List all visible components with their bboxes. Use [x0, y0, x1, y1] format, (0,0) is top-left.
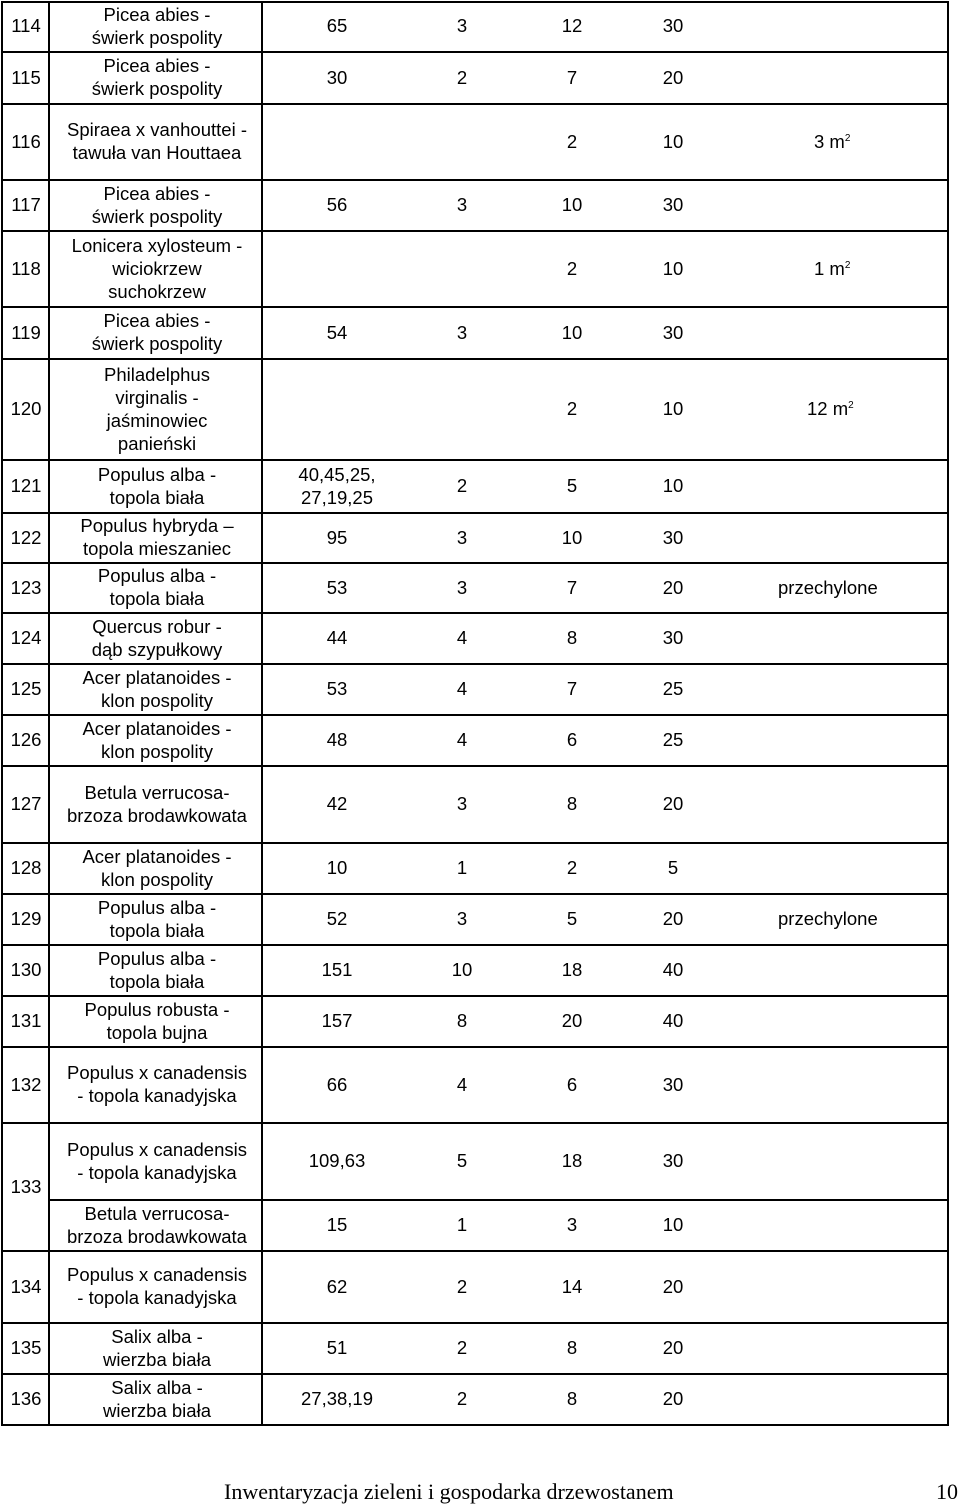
species-name-line: Betula verrucosa- — [84, 781, 230, 803]
value-d: 20 — [662, 1337, 684, 1358]
value-circumference: 40,45,25, — [298, 463, 376, 485]
value-d: 30 — [662, 194, 684, 215]
value-b: 2 — [456, 475, 468, 496]
value-c: 6 — [566, 1073, 578, 1095]
value-circumference: 65 — [326, 15, 348, 36]
table-row-border — [48, 1199, 949, 1201]
area-value — [814, 257, 850, 280]
table-column-border — [261, 1, 263, 1425]
species-name-line: Populus x canadensis — [67, 1138, 247, 1160]
row-number: 116 — [11, 130, 41, 152]
area-unit-exponent: 2 — [844, 259, 851, 271]
species-name-line: brzoza brodawkowata — [67, 804, 247, 826]
value-d: 20 — [662, 1388, 684, 1409]
row-number: 120 — [10, 398, 42, 419]
value-c: 18 — [561, 1150, 583, 1171]
value-b: 5 — [456, 1150, 468, 1171]
row-number: 118 — [11, 257, 41, 279]
table-row-border — [1, 1424, 949, 1426]
table-row-border — [1, 944, 949, 946]
table-row-border — [1, 1322, 949, 1324]
value-circumference: 109,63 — [308, 1150, 366, 1171]
value-c: 8 — [566, 793, 578, 814]
value-circumference: 27,38,19 — [300, 1388, 374, 1409]
table-row-border — [1, 995, 949, 997]
value-c: 8 — [566, 1337, 578, 1358]
value-b: 3 — [456, 793, 468, 814]
value-c: 10 — [561, 321, 583, 343]
value-c: 5 — [566, 475, 578, 496]
species-name-line: topola biała — [109, 486, 205, 508]
species-name-line: - topola kanadyjska — [77, 1287, 237, 1308]
species-name-line: panieński — [117, 432, 197, 454]
value-circumference: 30 — [326, 66, 348, 88]
value-c: 8 — [566, 627, 578, 648]
species-name-line: suchokrzew — [108, 280, 206, 302]
table-column-border — [947, 1, 949, 1425]
value-d: 20 — [662, 908, 684, 929]
species-name-line: Populus x canadensis — [67, 1062, 247, 1083]
row-number: 131 — [10, 1010, 42, 1031]
value-b: 2 — [456, 1388, 468, 1409]
species-name-line: brzoza brodawkowata — [67, 1225, 247, 1247]
species-name-line: topola biała — [109, 970, 205, 992]
table-row-border — [1, 893, 949, 895]
table-row-border — [1, 1373, 949, 1375]
value-c: 20 — [561, 1010, 583, 1031]
value-c: 3 — [566, 1214, 578, 1235]
species-name-line: klon pospolity — [100, 868, 214, 890]
value-c: 2 — [566, 857, 578, 878]
value-d: 25 — [662, 729, 684, 750]
value-circumference: 15 — [326, 1214, 348, 1235]
value-b: 3 — [456, 321, 468, 343]
value-b: 2 — [456, 1337, 468, 1358]
area-number: 12 m — [807, 398, 849, 419]
value-d: 30 — [662, 1073, 684, 1095]
value-circumference: 151 — [321, 959, 353, 980]
value-d: 20 — [662, 793, 684, 814]
value-c: 7 — [566, 576, 578, 598]
value-c: 5 — [566, 908, 578, 929]
table-row-border — [1, 358, 949, 360]
species-name-line: Populus alba - — [97, 463, 217, 485]
value-d: 30 — [662, 627, 684, 648]
row-number: 136 — [10, 1388, 42, 1409]
table-row-border — [1, 1122, 949, 1124]
value-circumference: 27,19,25 — [300, 486, 374, 508]
value-circumference: 66 — [326, 1073, 348, 1095]
table-row-border — [1, 230, 949, 232]
species-name-line: Populus alba - — [97, 896, 217, 918]
table-row-border — [1, 842, 949, 844]
value-circumference: 53 — [326, 678, 348, 699]
species-name-line: Populus x canadensis — [67, 1264, 247, 1285]
species-name-line: Picea abies - — [103, 310, 211, 331]
value-circumference: 42 — [326, 793, 348, 814]
value-c: 10 — [561, 194, 583, 215]
note-text: przechylone — [778, 576, 878, 598]
value-d: 30 — [662, 526, 684, 548]
species-name-line: Populus hybryda – — [80, 515, 234, 536]
value-circumference: 157 — [321, 1010, 353, 1031]
value-circumference: 53 — [326, 576, 348, 598]
page-footer — [224, 1480, 960, 1504]
value-b: 4 — [456, 1073, 468, 1095]
species-name-line: Picea abies - — [103, 55, 211, 76]
value-c: 18 — [561, 959, 583, 980]
row-number: 115 — [11, 66, 41, 88]
row-number: 125 — [10, 678, 42, 699]
value-c: 2 — [566, 257, 578, 279]
species-name-line: topola biała — [109, 919, 205, 941]
table-row-border — [1, 663, 949, 665]
species-name-line: klon pospolity — [100, 740, 214, 762]
value-b: 1 — [456, 857, 468, 878]
species-name-line: - topola kanadyjska — [77, 1085, 237, 1106]
table-row-border — [1, 306, 949, 308]
species-name-line: Quercus robur - — [92, 615, 222, 637]
value-d: 10 — [662, 475, 684, 496]
value-b: 1 — [456, 1214, 468, 1235]
row-number: 129 — [10, 908, 42, 929]
value-c: 7 — [566, 678, 578, 699]
row-number: 122 — [10, 526, 42, 548]
row-number: 114 — [11, 15, 41, 36]
species-name-line: topola bujna — [106, 1021, 208, 1043]
value-d: 10 — [662, 130, 684, 152]
value-d: 20 — [662, 1275, 684, 1297]
species-name-line: jaśminowiec — [106, 409, 208, 431]
value-d: 30 — [662, 15, 684, 36]
row-number: 117 — [11, 194, 41, 215]
value-b: 3 — [456, 526, 468, 548]
value-c: 2 — [566, 130, 578, 152]
value-b: 4 — [456, 678, 468, 699]
table-column-border — [1, 1, 3, 1425]
value-d: 20 — [662, 66, 684, 88]
species-name-line: Populus alba - — [97, 565, 217, 586]
row-number: 121 — [10, 475, 42, 496]
species-name-line: świerk pospolity — [91, 78, 223, 99]
value-d: 20 — [662, 576, 684, 598]
species-name-line: Populus alba - — [97, 947, 217, 969]
row-number: 127 — [10, 793, 42, 814]
value-b: 4 — [456, 627, 468, 648]
species-name-line: Acer platanoides - — [82, 845, 232, 867]
value-c: 2 — [566, 398, 578, 419]
table-row-border — [1, 1046, 949, 1048]
species-name-line: wiciokrzew — [112, 257, 202, 279]
value-c: 12 — [561, 15, 583, 36]
value-circumference: 56 — [326, 194, 348, 215]
species-name-line: Populus robusta - — [84, 998, 230, 1020]
table-column-border — [48, 1, 50, 1425]
value-circumference: 52 — [326, 908, 348, 929]
species-name-line: Acer platanoides - — [82, 666, 232, 688]
area-value — [814, 130, 850, 153]
species-name-line: Acer platanoides - — [82, 717, 232, 739]
value-d: 10 — [662, 257, 684, 279]
table-row-border — [1, 459, 949, 461]
value-d: 30 — [662, 321, 684, 343]
species-name-line: dąb szypułkowy — [91, 638, 223, 660]
value-d: 40 — [662, 959, 684, 980]
area-number: 1 m — [814, 257, 845, 279]
species-name-line: - topola kanadyjska — [77, 1161, 237, 1183]
value-d: 40 — [662, 1010, 684, 1031]
footer-title: Inwentaryzacja zieleni i gospodarka drzewostanem — [224, 1479, 674, 1504]
value-c: 7 — [566, 66, 578, 88]
row-number: 134 — [10, 1275, 42, 1297]
value-circumference: 95 — [326, 526, 348, 548]
species-name-line: świerk pospolity — [91, 333, 223, 354]
row-number: 124 — [10, 627, 42, 648]
value-c: 6 — [566, 729, 578, 750]
value-d: 10 — [662, 398, 684, 419]
value-d: 10 — [662, 1214, 684, 1235]
note-text: przechylone — [778, 908, 878, 929]
table-row-border — [1, 612, 949, 614]
species-name-line: Picea abies - — [103, 3, 211, 25]
species-name-line: topola mieszaniec — [82, 538, 232, 559]
table-row-border — [1, 103, 949, 105]
value-b: 10 — [451, 959, 473, 980]
value-b: 4 — [456, 729, 468, 750]
row-number: 133 — [10, 1175, 42, 1197]
value-c: 8 — [566, 1388, 578, 1409]
species-name-line: Lonicera xylosteum - — [71, 234, 243, 256]
species-name-line: Salix alba - — [111, 1325, 203, 1347]
row-number: 132 — [10, 1073, 42, 1095]
value-circumference: 62 — [326, 1275, 348, 1297]
species-name-line: tawuła van Houttaea — [72, 142, 242, 163]
table-row-border — [1, 51, 949, 53]
value-circumference: 48 — [326, 729, 348, 750]
area-unit-exponent: 2 — [848, 400, 854, 411]
area-unit-exponent: 2 — [844, 132, 851, 144]
value-b: 3 — [456, 576, 468, 598]
value-b: 2 — [456, 66, 468, 88]
value-circumference: 54 — [326, 321, 348, 343]
value-c: 14 — [561, 1275, 583, 1297]
table-row-border — [1, 1250, 949, 1252]
value-b: 8 — [456, 1010, 468, 1031]
value-circumference: 51 — [326, 1337, 348, 1358]
species-name-line: Salix alba - — [111, 1376, 203, 1398]
species-name-line: wierzba biała — [103, 1399, 211, 1421]
row-number: 126 — [10, 729, 42, 750]
row-number: 135 — [10, 1337, 42, 1358]
value-b: 3 — [456, 908, 468, 929]
value-d: 25 — [662, 678, 684, 699]
species-name-line: Philadelphus — [104, 363, 210, 385]
species-name-line: świerk pospolity — [91, 26, 223, 48]
row-number: 128 — [10, 857, 42, 878]
species-name-line: Betula verrucosa- — [84, 1202, 230, 1224]
value-b: 2 — [456, 1275, 468, 1297]
value-c: 10 — [561, 526, 583, 548]
table-row-border — [1, 179, 949, 181]
value-d: 30 — [662, 1150, 684, 1171]
species-name-line: Picea abies - — [103, 182, 211, 204]
table-row-border — [1, 714, 949, 716]
value-b: 3 — [456, 15, 468, 36]
species-name-line: wierzba biała — [103, 1348, 211, 1370]
area-value — [807, 397, 854, 420]
species-name-line: topola biała — [109, 588, 205, 609]
value-circumference: 44 — [326, 627, 348, 648]
species-name-line: klon pospolity — [100, 689, 214, 711]
species-name-line: świerk pospolity — [91, 205, 223, 227]
value-circumference: 10 — [326, 857, 348, 878]
row-number: 123 — [10, 576, 42, 598]
row-number: 119 — [11, 321, 41, 343]
row-number: 130 — [10, 959, 42, 980]
table-row-border — [1, 765, 949, 767]
species-name-line: Spiraea x vanhouttei - — [67, 119, 247, 140]
value-b: 3 — [456, 194, 468, 215]
page-number: 10 — [936, 1479, 958, 1504]
area-number: 3 m — [814, 130, 845, 152]
species-name-line: virginalis - — [115, 386, 199, 408]
value-d: 5 — [667, 857, 679, 878]
